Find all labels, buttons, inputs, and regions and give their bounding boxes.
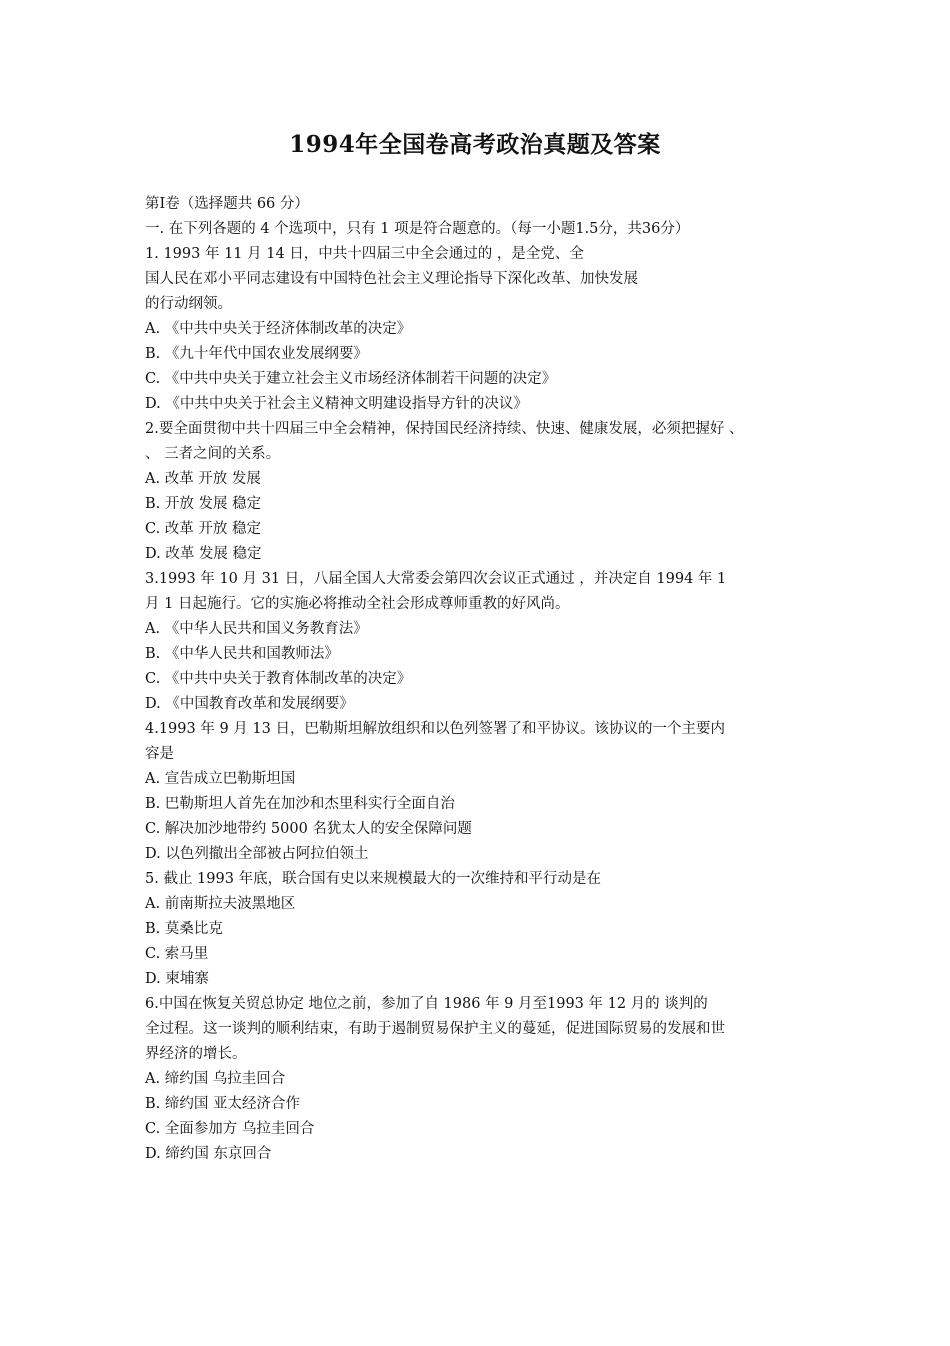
question-stem-line: 5. 截止 1993 年底，联合国有史以来规模最大的一次维持和平行动是在	[145, 871, 602, 887]
answer-option: D. 柬埔寨	[145, 971, 209, 987]
question-stem-line: 1. 1993 年 11 月 14 日，中共十四届三中全会通过的 ，是全党、全	[145, 246, 584, 262]
question-stem-line: 2.要全面贯彻中共十四届三中全会精神，保持国民经济持续、快速、健康发展，必须把握好 、	[145, 421, 744, 437]
answer-option: D. 缔约国 东京回合	[145, 1146, 272, 1162]
question-stem-line: 6.中国在恢复关贸总协定 地位之前，参加了自 1986 年 9 月至1993 年 12 月的 谈判的	[145, 996, 708, 1012]
question-stem-line: 3.1993 年 10 月 31 日，八届全国人大常委会第四次会议正式通过 ，并决定自 1994 年 1	[145, 571, 727, 587]
answer-option: C. 全面参加方 乌拉圭回合	[145, 1121, 315, 1137]
question-block	[145, 242, 813, 417]
question-stem-line: 国人民在邓小平同志建设有中国特色社会主义理论指导下深化改革、加快发展	[145, 271, 638, 287]
answer-option: C. 《中共中央关于教育体制改革的决定》	[145, 671, 412, 687]
answer-option: A. 前南斯拉夫波黑地区	[145, 896, 296, 912]
question-stem-line: 界经济的增长。	[145, 1046, 247, 1062]
question-stem-line: 、 三者之间的关系。	[145, 446, 281, 462]
answer-option: C. 解决加沙地带约 5000 名犹太人的安全保障问题	[145, 821, 472, 837]
answer-option: B. 《中华人民共和国教师法》	[145, 646, 339, 662]
answer-option: B. 巴勒斯坦人首先在加沙和杰里科实行全面自治	[145, 796, 455, 812]
part-one-instruction: 一. 在下列各题的 4 个选项中，只有 1 项是符合题意的。（每一小题1.5分，共36分）	[145, 221, 690, 237]
answer-option: A. 缔约国 乌拉圭回合	[145, 1071, 286, 1087]
question-stem-line: 全过程。这一谈判的顺利结束，有助于遏制贸易保护主义的蔓延，促进国际贸易的发展和世	[145, 1021, 725, 1037]
question-block	[145, 867, 813, 992]
answer-option: B. 《九十年代中国农业发展纲要》	[145, 346, 368, 362]
answer-option: D. 《中共中央关于社会主义精神文明建设指导方针的决议》	[145, 396, 528, 412]
answer-option: C. 改革 开放 稳定	[145, 521, 262, 537]
answer-option: D. 以色列撤出全部被占阿拉伯领土	[145, 846, 369, 862]
document-body	[145, 192, 813, 1167]
question-block	[145, 992, 813, 1167]
question-block	[145, 567, 813, 717]
answer-option: A. 改革 开放 发展	[145, 471, 261, 487]
answer-option: C. 索马里	[145, 946, 209, 962]
answer-option: A. 《中华人民共和国义务教育法》	[145, 621, 368, 637]
answer-option: B. 缔约国 亚太经济合作	[145, 1096, 300, 1112]
question-list	[145, 242, 813, 1167]
question-stem-line: 的行动纲领。	[145, 296, 232, 312]
page-title: 1994年全国卷高考政治真题及答案	[289, 131, 661, 158]
answer-option: B. 开放 发展 稳定	[145, 496, 262, 512]
section-header: 第Ⅰ卷（选择题共 66 分）	[145, 196, 309, 212]
question-block	[145, 717, 813, 867]
answer-option: C. 《中共中央关于建立社会主义市场经济体制若干问题的决定》	[145, 371, 557, 387]
question-stem-line: 容是	[145, 746, 174, 762]
answer-option: D. 《中国教育改革和发展纲要》	[145, 696, 354, 712]
answer-option: B. 莫桑比克	[145, 921, 223, 937]
question-stem-line: 4.1993 年 9 月 13 日，巴勒斯坦解放组织和以色列签署了和平协议。该协议的一个主要内	[145, 721, 725, 737]
question-block	[145, 417, 813, 567]
answer-option: D. 改革 发展 稳定	[145, 546, 262, 562]
answer-option: A. 宣告成立巴勒斯坦国	[145, 771, 296, 787]
question-stem-line: 月 1 日起施行。它的实施必将推动全社会形成尊师重教的好风尚。	[145, 596, 570, 612]
answer-option: A. 《中共中央关于经济体制改革的决定》	[145, 321, 412, 337]
